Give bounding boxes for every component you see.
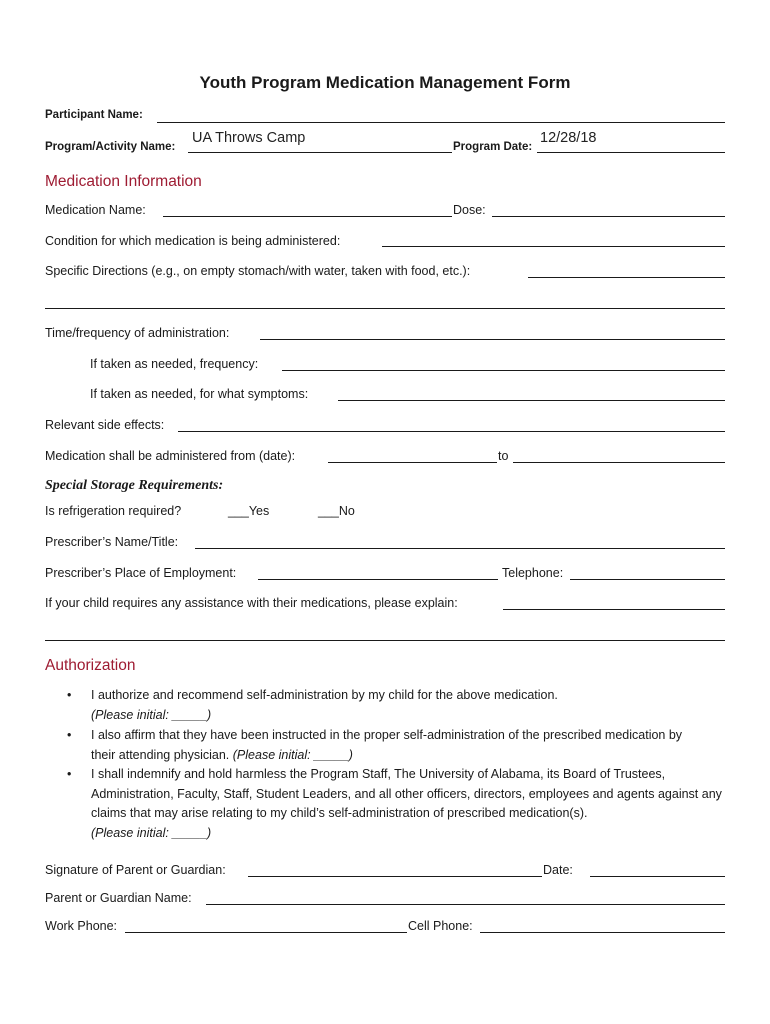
program-date-label: Program Date:: [453, 141, 533, 153]
program-name-label: Program/Activity Name:: [45, 141, 176, 153]
signature-date-label: Date:: [543, 863, 573, 877]
authorization-item-initial[interactable]: (Please initial: _____): [91, 707, 212, 722]
directions-label: Specific Directions (e.g., on empty stomach/with water, taken with food, etc.):: [45, 264, 471, 278]
guardian-name-label: Parent or Guardian Name:: [45, 891, 192, 905]
authorization-item: [67, 765, 731, 843]
medication-name-field[interactable]: [163, 216, 452, 217]
telephone-label: Telephone:: [502, 566, 564, 580]
authorization-heading: Authorization: [45, 657, 136, 674]
side-effects-field[interactable]: [178, 431, 725, 432]
authorization-item-text: I authorize and recommend self-administration by my child for the above medication.: [91, 688, 558, 702]
cell-phone-field[interactable]: [480, 932, 725, 933]
participant-name-label: Participant Name:: [45, 109, 143, 121]
prescriber-place-label: Prescriber’s Place of Employment:: [45, 566, 237, 580]
program-name-field[interactable]: [188, 152, 452, 153]
directions-field-continued[interactable]: [45, 308, 725, 309]
guardian-name-field[interactable]: [206, 904, 725, 905]
signature-date-field[interactable]: [590, 876, 725, 877]
authorization-item: [67, 726, 701, 765]
time-frequency-label: Time/frequency of administration:: [45, 326, 230, 340]
authorization-item-initial[interactable]: (Please initial: _____): [91, 825, 212, 840]
directions-field[interactable]: [528, 277, 725, 278]
work-phone-field[interactable]: [125, 932, 407, 933]
as-needed-symptoms-label: If taken as needed, for what symptoms:: [90, 387, 309, 401]
prescriber-place-field[interactable]: [258, 579, 498, 580]
as-needed-frequency-label: If taken as needed, frequency:: [90, 357, 259, 371]
signature-field[interactable]: [248, 876, 542, 877]
assistance-label: If your child requires any assistance with their medications, please explain:: [45, 596, 458, 610]
participant-name-field[interactable]: [157, 122, 725, 123]
work-phone-label: Work Phone:: [45, 919, 118, 933]
time-frequency-field[interactable]: [260, 339, 725, 340]
assistance-field[interactable]: [503, 609, 725, 610]
storage-heading: Special Storage Requirements:: [45, 478, 224, 493]
dose-field[interactable]: [492, 216, 725, 217]
refrigeration-yes-option[interactable]: ___Yes: [228, 504, 270, 518]
as-needed-frequency-field[interactable]: [282, 370, 725, 371]
authorization-item-initial[interactable]: (Please initial: _____): [232, 747, 353, 762]
as-needed-symptoms-field[interactable]: [338, 400, 725, 401]
administer-from-field[interactable]: [328, 462, 497, 463]
bullet-icon: •: [67, 688, 72, 702]
condition-field[interactable]: [382, 246, 725, 247]
administer-from-label: Medication shall be administered from (date):: [45, 449, 296, 463]
signature-label: Signature of Parent or Guardian:: [45, 863, 226, 877]
dose-label: Dose:: [453, 203, 486, 217]
authorization-item-text: I shall indemnify and hold harmless the Program Staff, The University of Alabama, its Board of Trustees, Administration, Faculty, Staff, Student Leaders, and all other officers, directors, employees and agents against any claims that may arise relating to my child’s self-administration of prescribed medication(s).: [91, 767, 722, 820]
side-effects-label: Relevant side effects:: [45, 418, 165, 432]
program-date-field[interactable]: [537, 152, 725, 153]
prescriber-name-label: Prescriber’s Name/Title:: [45, 535, 179, 549]
cell-phone-label: Cell Phone:: [408, 919, 473, 933]
authorization-item: [67, 686, 731, 725]
assistance-field-continued[interactable]: [45, 640, 725, 641]
condition-label: Condition for which medication is being administered:: [45, 234, 341, 248]
program-name-value: UA Throws Camp: [192, 130, 306, 146]
telephone-field[interactable]: [570, 579, 725, 580]
medication-section-heading: Medication Information: [45, 173, 202, 190]
program-date-value: 12/28/18: [540, 130, 597, 146]
administer-to-label: to: [498, 449, 509, 463]
medication-name-label: Medication Name:: [45, 203, 146, 217]
refrigeration-no-option[interactable]: ___No: [318, 504, 355, 518]
refrigeration-label: Is refrigeration required?: [45, 504, 182, 518]
form-title: Youth Program Medication Management Form: [199, 73, 571, 92]
bullet-icon: •: [67, 728, 72, 742]
administer-to-field[interactable]: [513, 462, 725, 463]
bullet-icon: •: [67, 767, 72, 781]
prescriber-name-field[interactable]: [195, 548, 725, 549]
authorization-item-text: I also affirm that they have been instructed in the proper self-administration of the prescribed medication by their attending physician.: [91, 728, 683, 762]
